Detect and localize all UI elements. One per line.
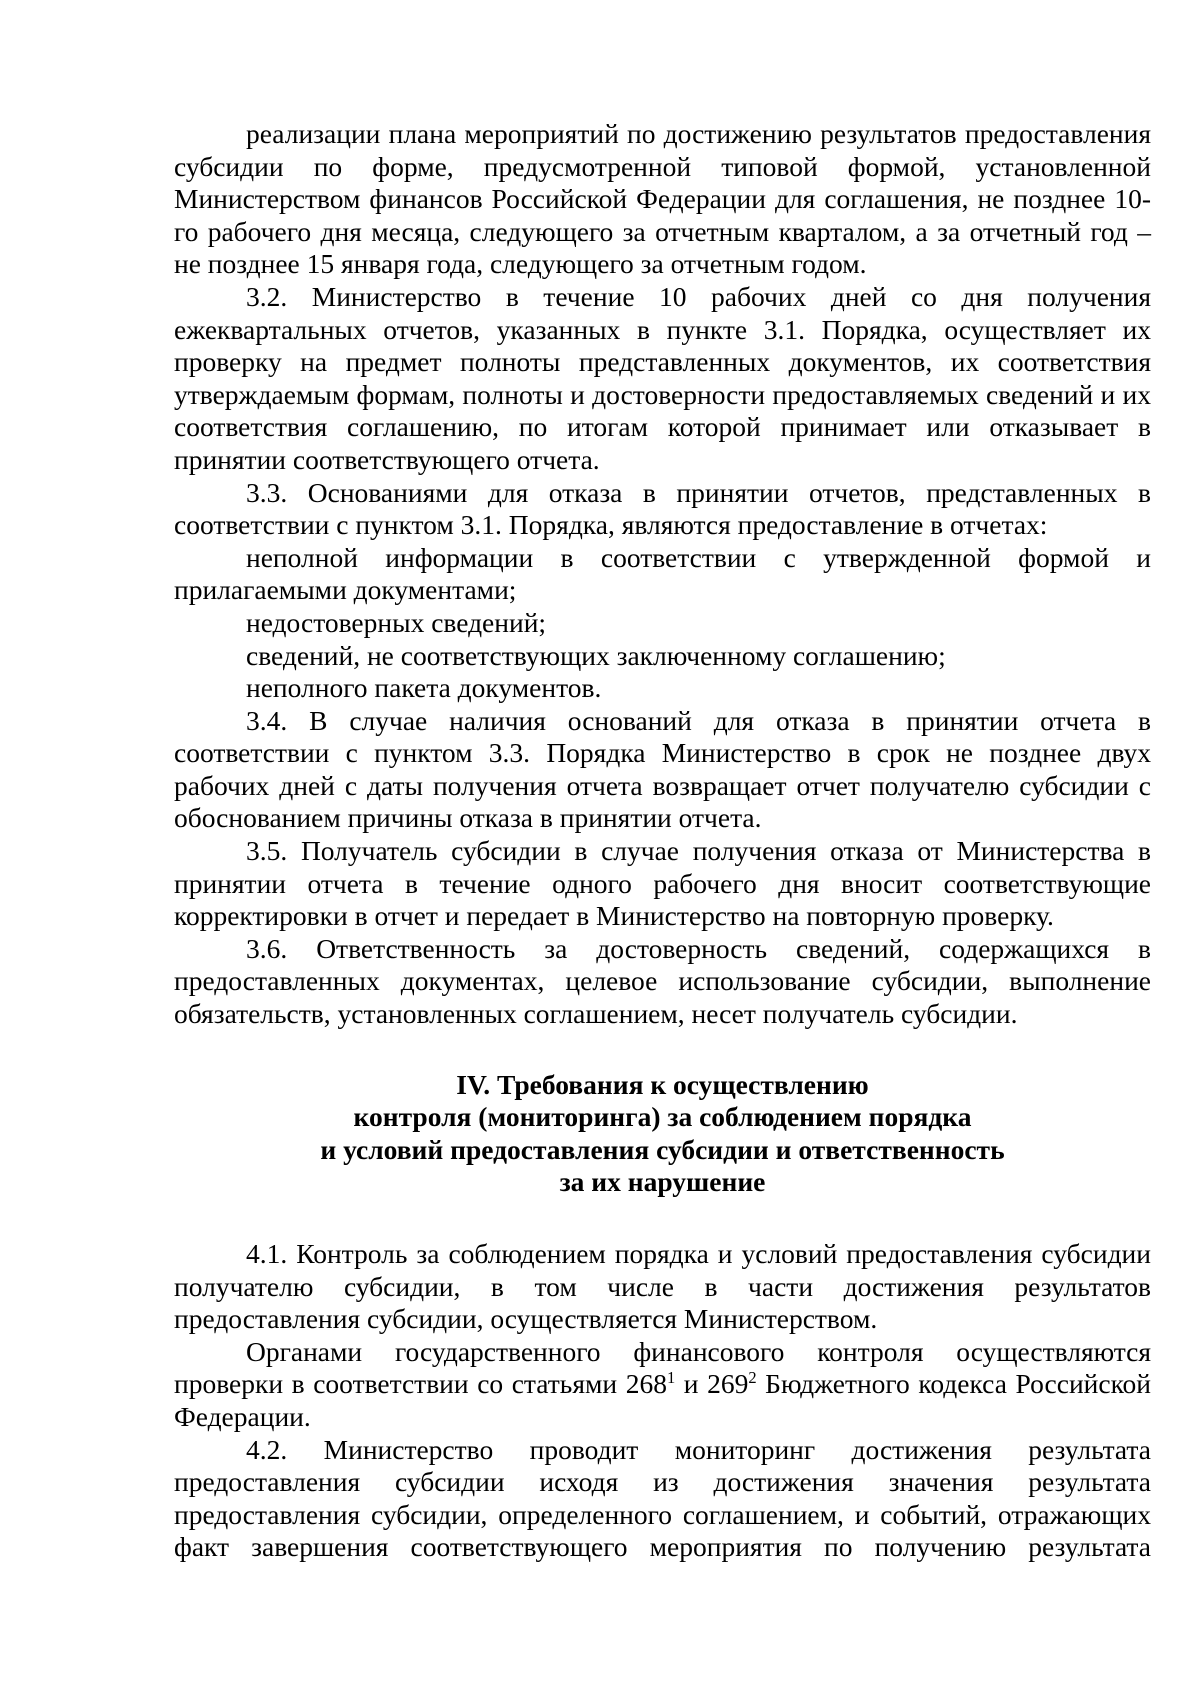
paragraph-4-2: 4.2. Министерство проводит мониторинг достижения результата предоставления субсидии исходя из достижения значения результата предоставления субсидии, определенного соглашением, и событий, отражающих факт завершения соответствующего мероприятия по получению результата [174, 1433, 1151, 1563]
paragraph-4-1: 4.1. Контроль за соблюдением порядка и условий предоставления субсидии получателю субсидии, в том числе в части достижения результатов предоставления субсидии, осуществляется Министерством. [174, 1238, 1151, 1335]
list-item-incomplete-info: неполной информации в соответствии с утвержденной формой и прилагаемыми документами; [174, 541, 1151, 606]
list-item-incomplete-package: неполного пакета документов. [246, 672, 602, 704]
paragraph-3-5: 3.5. Получатель субсидии в случае получения отказа от Министерства в принятии отчета в течение одного рабочего дня вносит соответствующие корректировки в отчет и передает в Министерство на повторную проверку. [174, 835, 1151, 932]
heading-line-2: контроля (мониторинга) за соблюдением порядка [353, 1101, 972, 1133]
list-item-nonconforming-data: сведений, не соответствующих заключенному соглашению; [246, 639, 946, 671]
superscript-2: 2 [748, 1368, 757, 1388]
paragraph-3-2: 3.2. Министерство в течение 10 рабочих дней со дня получения ежеквартальных отчетов, указанных в пункте 3.1. Порядка, осуществляет их проверку на предмет полноты представленных документов, их соответствия утверждаемым формам, полноты и достоверности предоставляемых сведений и их соответствия соглашению, по итогам которой принимает или отказывает в принятии соответствующего отчета. [174, 280, 1151, 475]
heading-line-4: за их нарушение [559, 1166, 766, 1198]
section-heading-iv [174, 1069, 1151, 1199]
superscript-1: 1 [666, 1368, 676, 1388]
control-text-middle: и 269 [675, 1368, 749, 1400]
paragraph-continuation: реализации плана мероприятий по достижению результатов предоставления субсидии по форме, предусмотренной типовой формой, установленной Министерством финансов Российской Федерации для соглашения, не позднее 10-го рабочего дня месяца, следующего за отчетным кварталом, а за отчетный год – не позднее 15 января года, следующего за отчетным годом. [174, 118, 1151, 280]
heading-line-1: IV. Требования к осуществлению [456, 1068, 869, 1100]
control-text-start: Органами государственного финансового контроля осуществляются проверки в соответствии со статьями 268 [174, 1335, 1151, 1400]
paragraph-control-bodies [174, 1336, 1151, 1434]
paragraph-3-6: 3.6. Ответственность за достоверность сведений, содержащихся в предоставленных документах, целевое использование субсидии, выполнение обязательств, установленных соглашением, несет получатель субсидии. [174, 932, 1151, 1030]
control-text-end: Бюджетного кодекса Российской Федерации. [174, 1368, 1152, 1432]
list-item-unreliable-data: недостоверных сведений; [246, 606, 547, 638]
heading-line-3: и условий предоставления субсидии и ответственность [320, 1133, 1005, 1165]
document-page [174, 118, 1151, 1564]
paragraph-3-3: 3.3. Основаниями для отказа в принятии отчетов, представленных в соответствии с пунктом 3.1. Порядка, являются предоставление в отчетах: [174, 476, 1151, 541]
paragraph-3-4: 3.4. В случае наличия оснований для отказа в принятии отчета в соответствии с пунктом 3.3. Порядка Министерство в срок не позднее двух рабочих дней с даты получения отчета возвращает отчет получателю субсидии с обоснованием причины отказа в принятии отчета. [174, 704, 1151, 834]
